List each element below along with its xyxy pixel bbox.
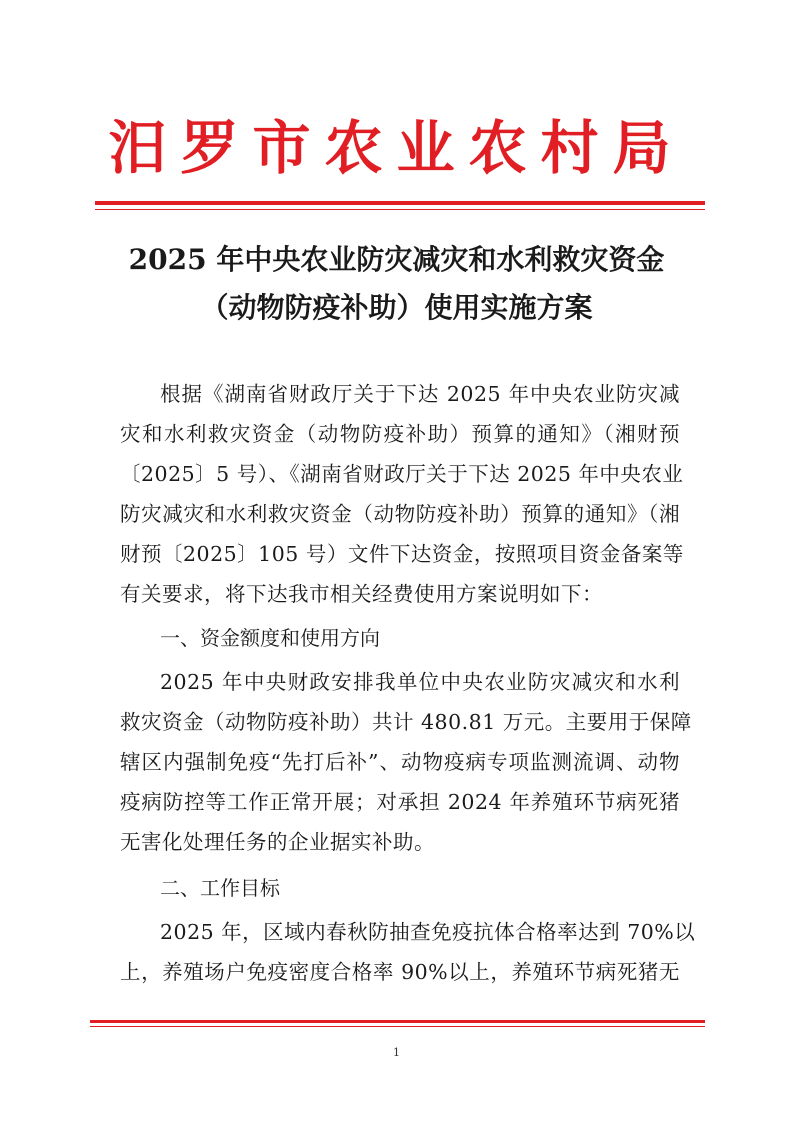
paragraph-line: 〔2025〕5 号）、《湖南省财政厅关于下达 2025 年中央农业	[120, 462, 684, 486]
paragraph-line: 财预〔2025〕105 号）文件下达资金，按照项目资金备案等	[120, 542, 684, 566]
paragraph-line: 2025 年，区域内春秋防抽查免疫抗体合格率达到 70%以	[160, 920, 696, 944]
paragraph-line: 灾和水利救灾资金（动物防疫补助）预算的通知》（湘财预	[120, 422, 680, 446]
section-heading-1: 一、资金额度和使用方向	[160, 626, 380, 650]
paragraph-line: 救灾资金（动物防疫补助）共计 480.81 万元。主要用于保障	[120, 710, 692, 734]
paragraph-line: 疫病防控等工作正常开展；对承担 2024 年养殖环节病死猪	[120, 790, 680, 814]
page-number: 1	[393, 1046, 400, 1059]
red-rule-thin	[95, 209, 705, 210]
agency-letterhead: 汨罗市农业农村局	[108, 114, 685, 182]
footer-red-rule	[90, 1020, 705, 1030]
paragraph-line: 根据《湖南省财政厅关于下达 2025 年中央农业防灾减	[160, 382, 680, 406]
paragraph-line: 有关要求，将下达我市相关经费使用方案说明如下：	[120, 582, 603, 606]
document-title-line-1: 2025 年中央农业防灾减灾和水利救灾资金	[128, 243, 665, 276]
red-rule-thick	[95, 201, 705, 205]
red-rule-thick	[90, 1020, 705, 1023]
paragraph-line: 辖区内强制免疫“先打后补”、动物疫病专项监测流调、动物	[120, 750, 680, 774]
letterhead-red-rule	[95, 201, 705, 213]
red-rule-thin	[90, 1026, 705, 1027]
paragraph-line: 上，养殖场户免疫密度合格率 90%以上，养殖环节病死猪无	[120, 960, 680, 984]
section-heading-2: 二、工作目标	[160, 876, 280, 900]
paragraph-line: 2025 年中央财政安排我单位中央农业防灾减灾和水利	[160, 670, 680, 694]
document-title-line-2: （动物防疫补助）使用实施方案	[200, 291, 593, 324]
paragraph-line: 防灾减灾和水利救灾资金（动物防疫补助）预算的通知》（湘	[120, 502, 680, 526]
paragraph-line: 无害化处理任务的企业据实补助。	[120, 830, 435, 854]
